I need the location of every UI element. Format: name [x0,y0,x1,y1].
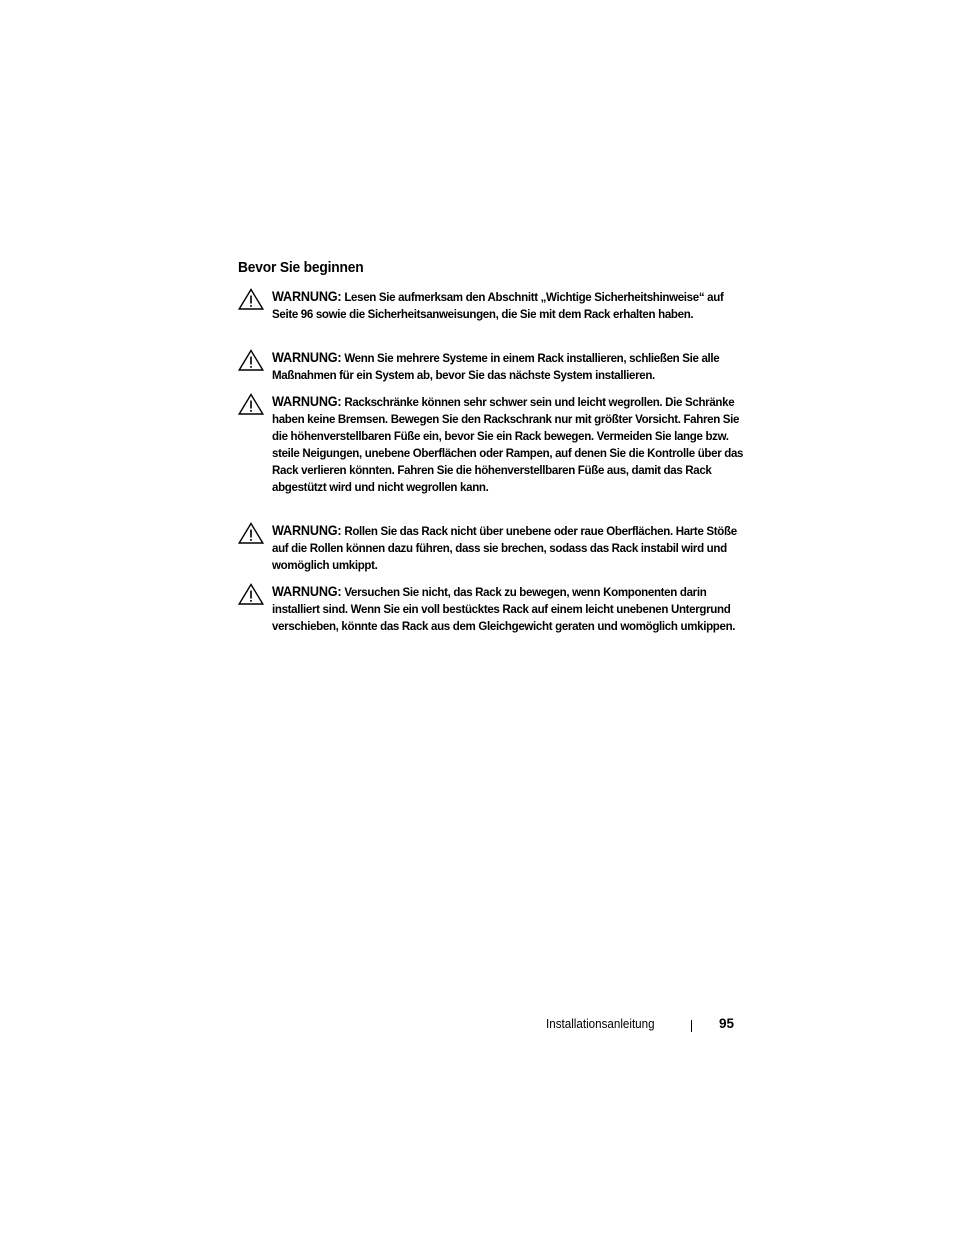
warning-triangle-icon [238,288,264,310]
warning-triangle-icon [238,583,264,605]
warning-label: WARNUNG: [272,584,342,599]
warning-triangle-icon [238,522,264,544]
warning-1 [238,288,744,323]
footer-separator [691,1020,692,1032]
warning-label: WARNUNG: [272,523,342,538]
warning-text [272,393,746,497]
warning-triangle-icon [238,393,264,415]
warning-body: Versuchen Sie nicht, das Rack zu bewegen, wenn Komponenten darin installiert sind. Wenn Sie ein voll bestücktes Rack auf einem leicht unebenen Untergrund verschieben, könnte das Rack aus dem Gleichgewicht geraten und womöglich umkippen. [272,585,736,634]
warning-label: WARNUNG: [272,289,342,304]
page-number: 95 [719,1016,735,1031]
warning-3 [238,393,744,497]
warning-body: Lesen Sie aufmerksam den Abschnitt „Wichtige Sicherheitshinweise“ auf Seite 96 sowie die Sicherheitsanweisungen, die Sie mit dem Rack erhalten haben. [272,290,724,322]
section-title: Bevor Sie beginnen [238,259,364,276]
warning-label: WARNUNG: [272,394,342,409]
warning-text [272,288,746,323]
warning-4 [238,522,744,574]
warning-body: Rollen Sie das Rack nicht über unebene oder raue Oberflächen. Harte Stöße auf die Rollen können dazu führen, dass sie brechen, sodass das Rack instabil wird und womöglich umkippt. [272,524,737,573]
warning-body: Rackschränke können sehr schwer sein und leicht wegrollen. Die Schränke haben keine Bremsen. Bewegen Sie den Rackschrank nur mit größter Vorsicht. Fahren Sie die höhenverstellbaren Füße ein, bevor Sie ein Rack bewegen. Vermeiden Sie lange bzw. steile Neigungen, unebene Oberflächen oder Rampen, auf denen Sie die Kontrolle über das Rack verlieren könnten. Fahren Sie die höhenverstellbaren Füße aus, damit das Rack abgestützt wird und nicht wegrollen kann. [272,395,744,495]
warning-2 [238,349,744,384]
warning-5 [238,583,744,635]
warning-body: Wenn Sie mehrere Systeme in einem Rack installieren, schließen Sie alle Maßnahmen für ein System ab, bevor Sie das nächste System installieren. [272,351,720,383]
page-footer [546,1015,736,1035]
warning-text [272,522,746,574]
warning-text [272,583,746,635]
warning-label: WARNUNG: [272,350,342,365]
warning-triangle-icon [238,349,264,371]
footer-title: Installationsanleitung [546,1017,655,1031]
warning-text [272,349,746,384]
